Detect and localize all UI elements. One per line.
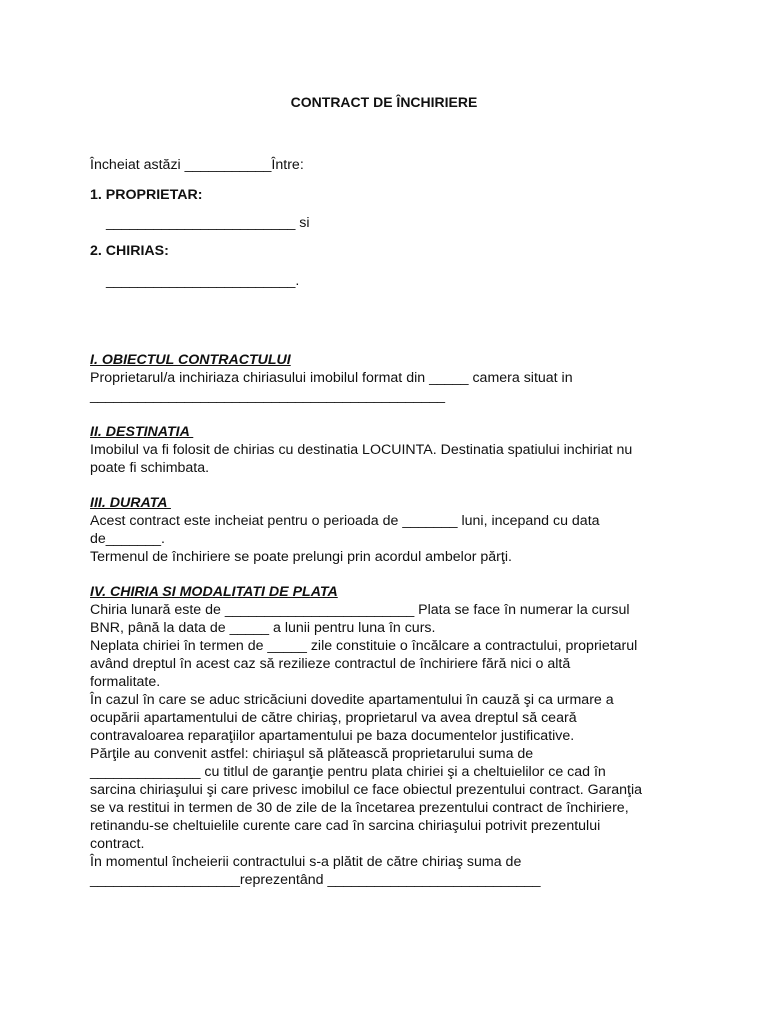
section-heading: II. DESTINATIA <box>90 424 194 440</box>
section-text-line: sarcina chiriaşului şi care privesc imobilul ce face obiectul prezentului contract. Garanţia <box>90 782 642 798</box>
section-text-line: _____________________________________________ <box>90 388 446 404</box>
section-text-line: În momentul încheierii contractului s-a plătit de către chiriaş suma de <box>90 854 522 870</box>
section-text-line: BNR, până la data de _____ a lunii pentru luna în curs. <box>90 620 436 636</box>
section-text-line: Neplata chiriei în termen de _____ zile constituie o încălcare a contractului, proprietarul <box>90 638 638 654</box>
section-text-line: În cazul în care se aduc stricăciuni dovedite apartamentului în cauză şi ca urmare a <box>90 692 614 708</box>
party2-blank-line: ________________________. <box>106 273 300 289</box>
section-text-line: având dreptul în acest caz să rezilieze contractul de închiriere fără nici o altă <box>90 656 571 672</box>
section-text-line: poate fi schimbata. <box>90 460 210 476</box>
section-text-line: contravaloarea reparaţiilor apartamentului pe baza documentelor justificative. <box>90 728 575 744</box>
section-text-line: Acest contract este incheiat pentru o perioada de _______ luni, incepand cu data <box>90 513 600 529</box>
section-heading: IV. CHIRIA SI MODALITATI DE PLATA <box>90 584 338 600</box>
section-text-line: Imobilul va fi folosit de chirias cu destinatia LOCUINTA. Destinatia spatiului inchiriat nu <box>90 442 633 458</box>
section-text-line: retinandu-se cheltuielile curente care cad în sarcina chiriaşului potrivit prezentului <box>90 818 601 834</box>
section-durata <box>90 494 690 566</box>
section-text-line: ocupării apartamentului de către chiriaş, proprietarul va avea dreptul să ceară <box>90 710 577 726</box>
section-text-line: formalitate. <box>90 674 161 690</box>
section-text-line: ___________________reprezentând ___________________________ <box>90 872 541 888</box>
section-heading: I. OBIECTUL CONTRACTULUI <box>90 352 291 368</box>
section-text-line: se va restitui in termen de 30 de zile de la încetarea prezentului contract de închiriere, <box>90 800 629 816</box>
party1-blank-line: ________________________ si <box>106 215 310 231</box>
section-text-line: ______________ cu titlul de garanţie pentru plata chiriei şi a cheltuielilor ce cad în <box>90 764 606 780</box>
section-text-line: Termenul de închiriere se poate prelungi prin acordul ambelor părţi. <box>90 549 512 565</box>
section-destinatia <box>90 423 690 477</box>
section-chiria <box>90 583 690 889</box>
section-text-line: Proprietarul/a inchiriaza chiriasului imobilul format din _____ camera situat in <box>90 370 573 386</box>
document-title: CONTRACT DE ÎNCHIRIERE <box>290 94 478 110</box>
intro-line: Încheiat astăzi ___________Între: <box>90 157 304 173</box>
section-obiect <box>90 351 690 405</box>
section-text-line: Părţile au convenit astfel: chiriaşul să plătească proprietarului suma de <box>90 746 534 762</box>
section-heading: III. DURATA <box>90 495 171 511</box>
party1-label: 1. PROPRIETAR: <box>90 187 203 203</box>
section-text-line: de_______. <box>90 531 165 547</box>
section-text-line: contract. <box>90 836 145 852</box>
party2-label: 2. CHIRIAS: <box>90 243 169 259</box>
section-text-line: Chiria lunară este de ________________________ Plata se face în numerar la cursul <box>90 602 630 618</box>
